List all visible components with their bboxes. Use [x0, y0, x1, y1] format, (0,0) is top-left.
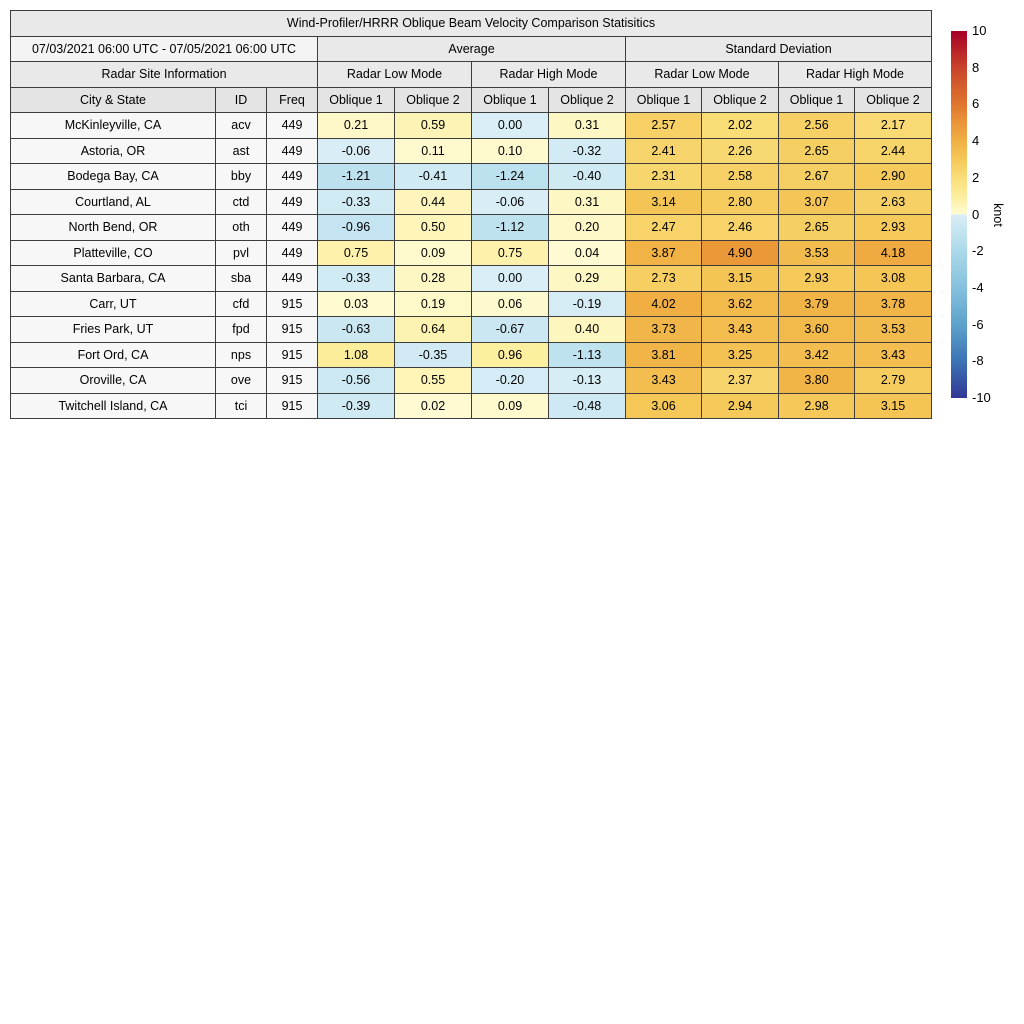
value-cell: 2.90: [855, 164, 932, 190]
city-cell: Platteville, CO: [11, 240, 216, 266]
site-id-cell: ove: [216, 368, 267, 394]
value-cell: 2.41: [626, 138, 702, 164]
site-id-cell: oth: [216, 215, 267, 241]
value-cell: 0.09: [472, 393, 549, 419]
value-cell: 3.43: [855, 342, 932, 368]
value-cell: 4.02: [626, 291, 702, 317]
freq-cell: 915: [267, 342, 318, 368]
col-avg-high-oblique2: Oblique 2: [549, 87, 626, 113]
value-cell: -1.21: [318, 164, 395, 190]
value-cell: 3.80: [779, 368, 855, 394]
value-cell: 0.29: [549, 266, 626, 292]
value-cell: -0.33: [318, 266, 395, 292]
table-row: [11, 368, 932, 394]
freq-cell: 915: [267, 291, 318, 317]
colorbar-tick-label: -2: [972, 243, 984, 259]
table-row: [11, 291, 932, 317]
colorbar-tick-label: 6: [972, 96, 980, 112]
table-title: Wind-Profiler/HRRR Oblique Beam Velocity Comparison Statisitics: [11, 11, 932, 37]
value-cell: -1.24: [472, 164, 549, 190]
value-cell: 3.53: [855, 317, 932, 343]
value-cell: 2.44: [855, 138, 932, 164]
value-cell: 0.11: [395, 138, 472, 164]
site-id-cell: nps: [216, 342, 267, 368]
value-cell: 0.50: [395, 215, 472, 241]
table-row: [11, 342, 932, 368]
value-cell: -1.12: [472, 215, 549, 241]
value-cell: -1.13: [549, 342, 626, 368]
value-cell: 0.28: [395, 266, 472, 292]
col-std-high-oblique2: Oblique 2: [855, 87, 932, 113]
value-cell: 0.19: [395, 291, 472, 317]
value-cell: 4.18: [855, 240, 932, 266]
value-cell: 2.17: [855, 113, 932, 139]
city-cell: Oroville, CA: [11, 368, 216, 394]
value-cell: -0.19: [549, 291, 626, 317]
value-cell: 2.93: [855, 215, 932, 241]
value-cell: 0.75: [472, 240, 549, 266]
site-id-cell: tci: [216, 393, 267, 419]
value-cell: 2.31: [626, 164, 702, 190]
city-cell: Fort Ord, CA: [11, 342, 216, 368]
col-avg-low-oblique2: Oblique 2: [395, 87, 472, 113]
site-id-cell: ast: [216, 138, 267, 164]
value-cell: 3.73: [626, 317, 702, 343]
freq-cell: 449: [267, 266, 318, 292]
group-average: Average: [318, 36, 626, 62]
table-row: [11, 317, 932, 343]
value-cell: -0.67: [472, 317, 549, 343]
table-row: [11, 189, 932, 215]
site-id-cell: ctd: [216, 189, 267, 215]
value-cell: 0.44: [395, 189, 472, 215]
value-cell: -0.32: [549, 138, 626, 164]
colorbar-tick-label: 8: [972, 59, 980, 75]
value-cell: 3.06: [626, 393, 702, 419]
value-cell: 3.87: [626, 240, 702, 266]
col-avg-low-oblique1: Oblique 1: [318, 87, 395, 113]
value-cell: -0.20: [472, 368, 549, 394]
city-cell: Twitchell Island, CA: [11, 393, 216, 419]
freq-cell: 915: [267, 317, 318, 343]
group-header-row: [11, 36, 932, 62]
value-cell: 3.15: [855, 393, 932, 419]
std-low-mode-header: Radar Low Mode: [626, 62, 779, 88]
table-row: [11, 164, 932, 190]
col-city-state: City & State: [11, 87, 216, 113]
value-cell: 2.02: [702, 113, 779, 139]
value-cell: 0.21: [318, 113, 395, 139]
colorbar-unit-label: knot: [991, 202, 1005, 227]
value-cell: 3.43: [626, 368, 702, 394]
value-cell: 2.79: [855, 368, 932, 394]
value-cell: 0.00: [472, 266, 549, 292]
colorbar-tick-label: 10: [972, 23, 987, 38]
group-site-info: Radar Site Information: [11, 62, 318, 88]
col-std-low-oblique1: Oblique 1: [626, 87, 702, 113]
value-cell: 2.67: [779, 164, 855, 190]
city-cell: McKinleyville, CA: [11, 113, 216, 139]
value-cell: 2.56: [779, 113, 855, 139]
value-cell: 2.98: [779, 393, 855, 419]
site-id-cell: acv: [216, 113, 267, 139]
city-cell: North Bend, OR: [11, 215, 216, 241]
table-row: [11, 240, 932, 266]
value-cell: 2.47: [626, 215, 702, 241]
value-cell: 2.26: [702, 138, 779, 164]
value-cell: 0.55: [395, 368, 472, 394]
city-cell: Astoria, OR: [11, 138, 216, 164]
value-cell: 0.04: [549, 240, 626, 266]
freq-cell: 449: [267, 138, 318, 164]
date-range: 07/03/2021 06:00 UTC - 07/05/2021 06:00 UTC: [11, 36, 318, 62]
value-cell: 3.81: [626, 342, 702, 368]
value-cell: -0.33: [318, 189, 395, 215]
colorbar-tick-label: -8: [972, 353, 984, 369]
value-cell: 3.53: [779, 240, 855, 266]
city-cell: Santa Barbara, CA: [11, 266, 216, 292]
col-std-high-oblique1: Oblique 1: [779, 87, 855, 113]
value-cell: -0.13: [549, 368, 626, 394]
city-cell: Carr, UT: [11, 291, 216, 317]
value-cell: -0.06: [472, 189, 549, 215]
colorbar-gradient: [951, 31, 967, 398]
value-cell: 3.60: [779, 317, 855, 343]
table-row: [11, 393, 932, 419]
colorbar-tick-label: -4: [972, 279, 984, 295]
site-id-cell: bby: [216, 164, 267, 190]
colorbar-tick-label: 4: [972, 133, 980, 149]
table-row: [11, 215, 932, 241]
value-cell: -0.56: [318, 368, 395, 394]
col-id: ID: [216, 87, 267, 113]
value-cell: 2.37: [702, 368, 779, 394]
value-cell: 3.79: [779, 291, 855, 317]
col-freq: Freq: [267, 87, 318, 113]
colorbar-tick-label: 2: [972, 169, 980, 185]
value-cell: -0.41: [395, 164, 472, 190]
value-cell: 0.09: [395, 240, 472, 266]
value-cell: 3.07: [779, 189, 855, 215]
value-cell: 3.25: [702, 342, 779, 368]
col-avg-high-oblique1: Oblique 1: [472, 87, 549, 113]
value-cell: -0.35: [395, 342, 472, 368]
freq-cell: 915: [267, 393, 318, 419]
value-cell: 2.58: [702, 164, 779, 190]
value-cell: 0.75: [318, 240, 395, 266]
title-row: [11, 11, 932, 37]
value-cell: 0.20: [549, 215, 626, 241]
value-cell: 4.90: [702, 240, 779, 266]
value-cell: 2.94: [702, 393, 779, 419]
value-cell: 3.14: [626, 189, 702, 215]
value-cell: 3.43: [702, 317, 779, 343]
value-cell: -0.63: [318, 317, 395, 343]
value-cell: 0.31: [549, 113, 626, 139]
site-id-cell: fpd: [216, 317, 267, 343]
value-cell: 0.64: [395, 317, 472, 343]
city-cell: Courtland, AL: [11, 189, 216, 215]
colorbar-tick-label: -6: [972, 316, 984, 332]
table-row: [11, 138, 932, 164]
std-high-mode-header: Radar High Mode: [779, 62, 932, 88]
site-id-cell: sba: [216, 266, 267, 292]
col-std-low-oblique2: Oblique 2: [702, 87, 779, 113]
table-row: [11, 266, 932, 292]
value-cell: -0.06: [318, 138, 395, 164]
group-standard-deviation: Standard Deviation: [626, 36, 932, 62]
value-cell: -0.48: [549, 393, 626, 419]
value-cell: -0.96: [318, 215, 395, 241]
table-row: [11, 113, 932, 139]
value-cell: 2.65: [779, 138, 855, 164]
value-cell: 2.80: [702, 189, 779, 215]
value-cell: 0.02: [395, 393, 472, 419]
freq-cell: 449: [267, 240, 318, 266]
freq-cell: 449: [267, 164, 318, 190]
value-cell: 0.00: [472, 113, 549, 139]
value-cell: 0.96: [472, 342, 549, 368]
freq-cell: 915: [267, 368, 318, 394]
value-cell: 2.93: [779, 266, 855, 292]
value-cell: 1.08: [318, 342, 395, 368]
value-cell: -0.40: [549, 164, 626, 190]
value-cell: 0.40: [549, 317, 626, 343]
value-cell: 3.62: [702, 291, 779, 317]
value-cell: 0.10: [472, 138, 549, 164]
value-cell: 2.65: [779, 215, 855, 241]
freq-cell: 449: [267, 189, 318, 215]
value-cell: 3.42: [779, 342, 855, 368]
value-cell: 3.78: [855, 291, 932, 317]
city-cell: Bodega Bay, CA: [11, 164, 216, 190]
value-cell: 3.15: [702, 266, 779, 292]
value-cell: 0.31: [549, 189, 626, 215]
stats-table: [10, 10, 932, 419]
value-cell: 2.63: [855, 189, 932, 215]
colorbar-tick-label: -10: [972, 390, 991, 405]
value-cell: 2.57: [626, 113, 702, 139]
value-cell: 2.73: [626, 266, 702, 292]
column-header-row: [11, 87, 932, 113]
avg-low-mode-header: Radar Low Mode: [318, 62, 472, 88]
colorbar: [951, 23, 1024, 405]
freq-cell: 449: [267, 113, 318, 139]
value-cell: -0.39: [318, 393, 395, 419]
value-cell: 0.59: [395, 113, 472, 139]
colorbar-tick-label: 0: [972, 206, 980, 222]
site-id-cell: cfd: [216, 291, 267, 317]
freq-cell: 449: [267, 215, 318, 241]
value-cell: 2.46: [702, 215, 779, 241]
mode-header-row: [11, 62, 932, 88]
avg-high-mode-header: Radar High Mode: [472, 62, 626, 88]
value-cell: 3.08: [855, 266, 932, 292]
value-cell: 0.03: [318, 291, 395, 317]
site-id-cell: pvl: [216, 240, 267, 266]
value-cell: 0.06: [472, 291, 549, 317]
city-cell: Fries Park, UT: [11, 317, 216, 343]
